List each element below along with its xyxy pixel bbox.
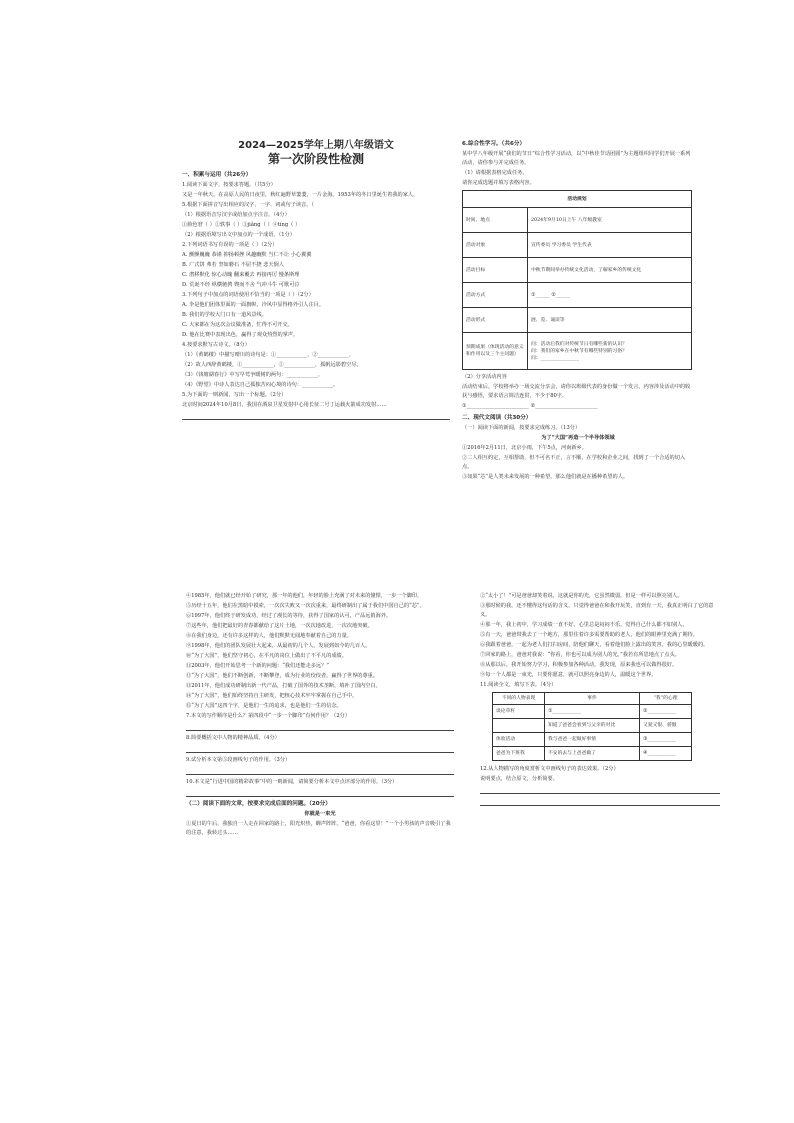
section-heading: 二、现代文阅读（共30分） [462,415,532,421]
table-cell[interactable]: 问：活动后我们对传统节日有哪些新的认识？ 问：我们的家乡在中秋节有哪些特别的习俗？ 问：________________ [528,333,692,370]
text-line: 北京时间2024年10月8日，我国在酒泉卫星发射中心用长征二号丁运载火箭成功发射…… [182,402,387,408]
question-10: 10.本文是“行进中国的精彩故事”中的一则新闻，请简要分析本文中点评部分的作用。（3分） [186,779,398,785]
news-paragraph: ⑩“为了大国”，他们坚守初心，在平凡的岗位上做出了不平凡的成绩。 [186,653,347,659]
table-header-cell: “我”的心理 [639,693,691,705]
left-bottom-column [186,592,454,839]
right-bottom-column [480,592,720,809]
table-header-row [493,693,692,705]
table-cell: 知道了爸爸会看到与父亲的对比 [544,719,639,733]
text-line: 5.为下面的一则新闻，写出一个标题。（2分） [182,392,287,398]
text-line: （1）《黄鹤楼》中描写晴川的诗句是：①____________，②____________。 [182,352,354,358]
text-line: A. 伞是他们团体里面的一面旗帜，冷风中显得格外引人注目。 [182,302,324,308]
essay-paragraph: ④那一年，我上初中，学习成绩一直不好，心里总是闷闷不乐，觉得自己什么都不如别人。 [480,622,688,628]
text-line: （1）根据语音写汉字或给加点字注音。（4分） [182,212,290,218]
question-12-hint: 说明要点，结合原文，分析简要。 [480,776,558,782]
text-line: 5.根据下面拼音写出相应的汉字，一字、词或句子读音。（ [182,202,315,208]
subquestion-1: （1）请根据表格完成任务。 [462,170,528,176]
section-heading: 一、积累与运用（共26分） [182,172,252,178]
table-cell: 宣传委员 学习委员 学生代表 [528,233,692,258]
text-line: （2）故人西辞黄鹤楼，①____________，②____________，孤帆远影碧空尽。 [182,362,362,368]
text-line: B. 我们的学校大门口有一道风景线。 [182,312,267,318]
table-cell: 活动目标 [463,258,528,283]
news-paragraph: ⑤历经十五年，他们在黑暗中摸索，一次次失败又一次次重来，最终研制出了属于我们中国自己的“芯”。 [186,603,425,609]
text-line: 4.按要求默写古诗文。（8分） [182,342,250,348]
news-paragraph: ②二人相互约定，互相帮助，但不可名不正，言不顺，在学校和企业之间，找到了一个合适的切入点。 [462,455,686,470]
essay-paragraph: ⑨每一个人都是一束光，只要你愿意，就可以照亮身边的人，温暖这个世界。 [480,672,657,678]
essay-paragraph: ⑦回家的路上，爸爸对我说：“你看，你也可以成为别人的光。”我若有所思地点了点头。 [480,652,680,658]
text-line: D. 他在比赛中表现出色，赢得了观众热烈的掌声。 [182,332,299,338]
question-12: 12.从人物描写的角度赏析文中画线句子的表达效果。（2分） [480,766,619,772]
table-cell: 展、览、诵读等 [528,308,692,333]
table-header-cell: 不同的人物表现 [493,693,545,705]
table-cell[interactable]: ①______ ②______ [528,283,692,308]
answer-line[interactable] [186,722,454,731]
text-line: C. 大家都在为这次会议做准备，忙得不可开交。 [182,322,293,328]
text-line: C. 潜移默化 惊心动魄 翻来覆去 再接再厉 慢条斯理 [182,272,300,278]
left-top-column [182,140,450,423]
exam-title-line1: 2024—2025学年上期八年级语文 [238,140,394,151]
table-cell: 时间、地点 [463,208,528,233]
text-line: A. 颤颤巍巍 恭谨 抑扬顿挫 风趣幽默 当仁不让 小心翼翼 [182,252,312,258]
news-paragraph: ⑧在我们身边，还有许多这样的人，他们默默无闻地奉献着自己的力量。 [186,633,353,639]
table-cell[interactable]: ④____________ [639,747,691,761]
table-cell: 预期成果（体现活动的意义和作用以及三个主问题） [463,333,528,370]
table-row [493,733,692,747]
table-cell: 活动对象 [463,233,528,258]
text-line: （3）《钱塘湖春行》中写早莺争暖树的两句：____________。 [182,372,323,378]
activity-plan-table [462,190,692,370]
table-row [493,719,692,733]
table-row [463,258,692,283]
table-cell: 活动方式 [463,283,528,308]
news-paragraph: ⑥1997年，他们终于研发成功，经过了漫长的等待，获得了国家的认可，产品远销海外。 [186,613,392,619]
news-paragraph: ①2016年2月11日，北京小雨，下午5点，河南新乡。 [462,445,587,451]
table-cell: 又爱又恨、骄傲 [639,719,691,733]
table-cell: 不安的去与上爸爸做了 [544,747,639,761]
right-top-column [462,140,694,483]
essay-paragraph: ⑤有一天，爸爸带我去了一个地方，那里住着许多需要帮助的老人，他们的眼神里充满了期待。 [480,632,698,638]
news-paragraph: ⑪2003年，他们开始思考一个新的问题：“我们还能走多远？” [186,663,330,669]
table-cell: 2024年9月10日上午 八年级教室 [528,208,692,233]
essay-paragraph: ⑧从那以后，我开始努力学习，积极参加各种活动，我发现，原来我也可以做得很好。 [480,662,678,668]
answer-line[interactable] [186,788,454,797]
table-cell: 中秋节期间举办传统文化活动，了解家乡的传统文化 [528,258,692,283]
question-11: 11.阅读全文，填写下表。（4分） [480,682,557,688]
news-title: 为了“大国”再造一个半导体领域 [541,435,615,441]
table-row [463,333,692,370]
text-line: 1.阅读下面文字，按要求答题。（共5分） [182,182,276,188]
table-cell[interactable]: ②____________ [639,705,691,719]
question-11-table [492,692,692,761]
table-title: 活动规划 [463,191,692,208]
table-row [493,705,692,719]
table-cell: 谈论草籽 [493,705,545,719]
table-cell: 体验活动 [493,733,545,747]
subquestion-2-blanks[interactable]: ①________________________ ②________________________ [462,403,598,409]
essay-paragraph: ②“太小了！”可是爸爸却笑着说，这就是你的光，它虽然微弱，但是一样可以照亮别人。 [480,593,683,599]
question-8: 8.简要概括文中人物的精神品质。（4分） [186,735,280,741]
answer-line[interactable] [186,766,454,775]
question-7: 7.本文的写作顺序是什么？第四段中“一步一个脚印”有何作用？（2分） [186,713,350,719]
table-row [463,233,692,258]
table-row [463,208,692,233]
answer-line[interactable] [480,797,720,806]
table-row [493,747,692,761]
essay-title: 你就是一束光 [304,811,336,817]
news-paragraph: ⑭“为了大国”，他们始终坚持自主研发，把核心技术牢牢掌握在自己手中。 [186,693,358,699]
table-header-cell: 事件 [544,693,639,705]
reading-2-heading: （二）阅读下面的文章，按要求完成后面的问题。（20分） [186,801,331,807]
text-line: 3.下列句子中加点的词语使用不恰当的一项是（ ）（2分） [182,292,314,298]
news-paragraph: ⑫“为了大国”，他们不断创新，不断攀登，成为行业的佼佼者，赢得了世界的尊重。 [186,673,379,679]
text-line: （2）根据语境写出文中加点的一个成语。（1分） [182,232,295,238]
text-line: 又是一年秋天，在高原人民的日夜里，秋红遍野草萋萋，一片金海。1953年的冬日里诞生着我的家人， [182,192,419,198]
news-paragraph: ⑨1998年，他们的团队发展壮大起来，从最初的几个人，发展到如今的几百人。 [186,643,371,649]
table-row [463,283,692,308]
table-cell: 活动形式 [463,308,528,333]
news-paragraph: ④1985年，他们就已经开始了研究，那一年的他们，年轻的脸上充满了对未来的憧憬，一步一个脚印。 [186,593,423,599]
news-paragraph: ⑬2011年，他们成功研制出新一代产品，打破了国外的技术垄断，填补了国内空白。 [186,683,381,689]
table-cell: 我与爸爸一起做好事情 [544,733,639,747]
text-line: ①脸色窘（ ）②轶事（ ）③jiǎng（ ）④tíng（ ） [182,222,301,228]
news-paragraph: ⑮“为了大国”这四个字，是他们一生的追求，也是他们一生的信念。 [186,703,342,709]
exam-title-line2: 第一次阶段性检测 [267,152,364,166]
news-paragraph: ③如果“芯”是人类未来发展的一种希望，那么他们就是在播种希望的人。 [462,474,629,480]
table-cell[interactable]: ①____________ [544,705,639,719]
text-line: B. 广式饼 弗若 坚如磐石 不屈不挠 悲天悯人 [182,262,284,268]
subquestion-1-note: 请你完成选题并填写表格内容。 [462,180,535,186]
text-line: D. 荒诞不经 纵横驰骋 锲而不舍 气冲斗牛 可歌可泣 [182,282,300,288]
question-6-intro: 某中学八年级开展“我们的节日”综合性学习活动，以“中秋佳节话团圆”为主题组织同学们开展一系列活动，请你参与并完成任务。 [462,151,691,166]
table-cell [493,719,545,733]
text-line: 2.下列词语书写有误的一项是（ ）（2分） [182,242,278,248]
table-row [463,308,692,333]
answer-line[interactable] [182,411,450,420]
essay-paragraph: ①夏日的午后，我独自一人走在回家的路上，阳光炽热，蝉声阵阵。“爸爸，你看这里！”一个小男孩的声音吸引了我的注意，我转过头…… [186,821,451,836]
answer-line[interactable] [186,744,454,753]
answer-line[interactable] [480,785,720,794]
question-9: 9.试分析本文第⑤段画线句子的作用。（3分） [186,757,291,763]
table-cell: 爸爸为下班我 [493,747,545,761]
text-line: （4）《野望》中诗人表达自己孤独苦闷心境的诗句：____________。 [182,382,339,388]
question-6: 6.综合性学习。（共6分） [462,141,526,147]
news-paragraph: ⑦这些年，他们把最好的青春都献给了这片土地，一次次地改进，一次次地突破。 [186,623,373,629]
subquestion-2: （2）分享活动内容 [462,374,507,380]
table-cell[interactable]: ③____________ [639,733,691,747]
subquestion-2-text: 活动结束后，学校将举办一场交流分享会，请你以班级代表的身份做一个发言，内容涉及活动中的收获与感悟，要求语言简洁连贯，不少于80字。 [462,384,691,399]
essay-paragraph: ⑥我跟着爸爸，一起为老人们打扫房间，陪他们聊天，看着他们脸上露出的笑容，我的心里暖暖的。 [480,642,709,648]
essay-paragraph: ③那时候的我，还不懂得这句话的含义，只觉得爸爸在和我开玩笑，直到有一天，我真正明白了它的意义。 [480,603,714,618]
reading-1-heading: （一）阅读下面的新闻，按要求完成练习。（13分） [462,425,581,431]
